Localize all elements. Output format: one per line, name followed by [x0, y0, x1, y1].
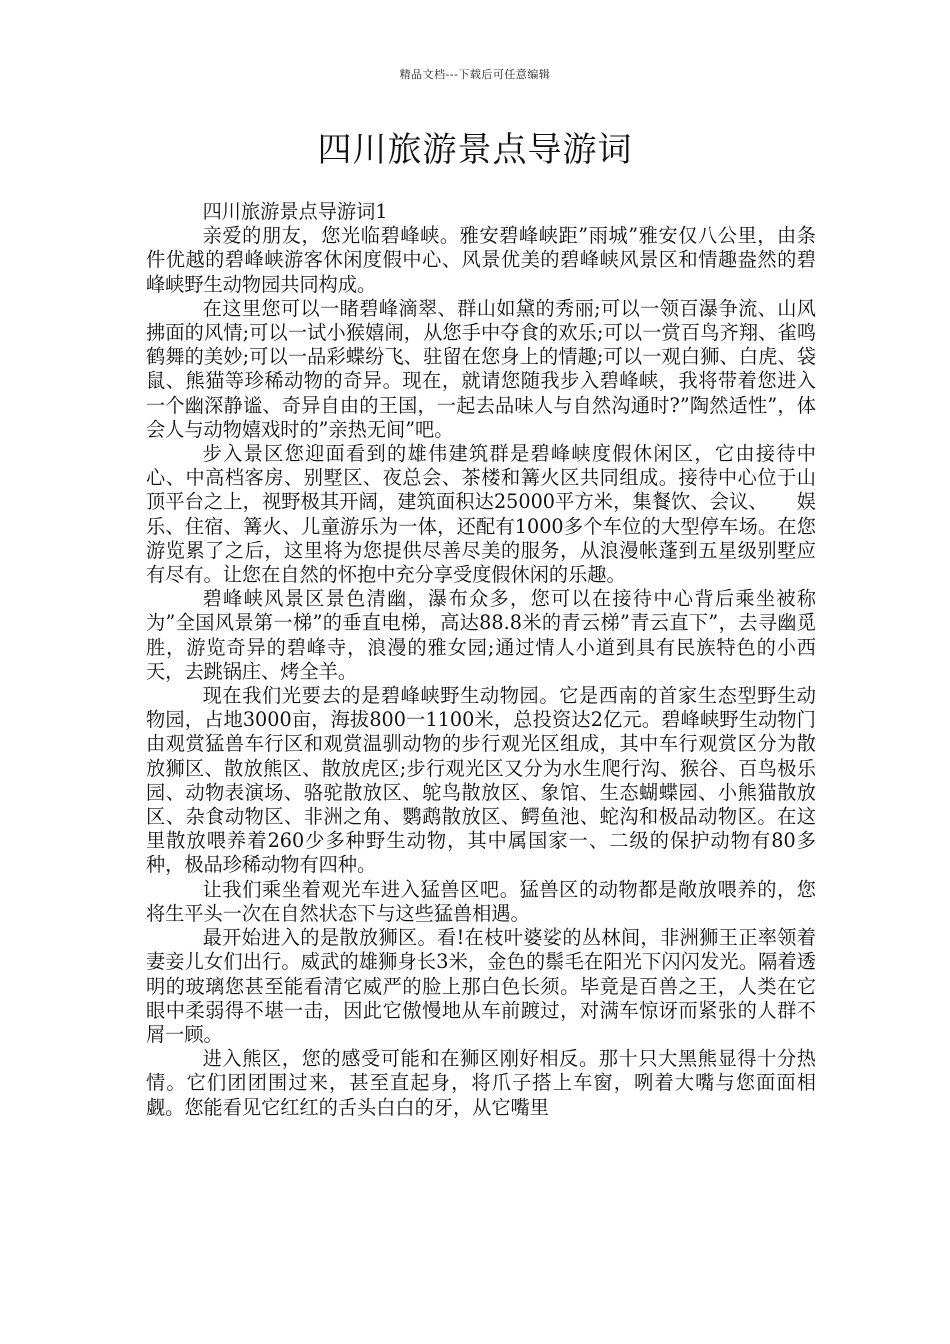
paragraph: 步入景区您迎面看到的雄伟建筑群是碧峰峡度假休闲区，它由接待中心、中高档客房、别墅区、夜总会、茶楼和篝火区共同组成。接待中心位于山顶平台之上，视野极其开阔，建筑面积达25000平方米，集餐饮、会议、 娱乐、住宿、篝火、儿童游乐为一体，还配有1000多个车位的大型停车场。在您游览累了之后，这里将为您提供尽善尽美的服务，从浪漫帐蓬到五星级别墅应有尽有。让您在自然的怀抱中充分享受度假休闲的乐趣。: [146, 442, 816, 587]
header-note: 精品文档---下载后可任意编辑: [399, 68, 551, 81]
paragraph: 进入熊区，您的感受可能和在狮区刚好相反。那十只大黑熊显得十分热情。它们团团围过来，甚至直起身，将爪子搭上车窗，咧着大嘴与您面面相觑。您能看见它红红的舌头白白的牙，从它嘴里: [146, 1047, 816, 1119]
paragraph: 亲爱的朋友，您光临碧峰峡。雅安碧峰峡距”雨城”雅安仅八公里，由条件优越的碧峰峡游客休闲度假中心、风景优美的碧峰峡风景区和情趣盎然的碧峰峡野生动物园共同构成。: [146, 224, 816, 296]
paragraph: 让我们乘坐着观光车进入猛兽区吧。猛兽区的动物都是敞放喂养的，您将生平头一次在自然状态下与这些猛兽相遇。: [146, 877, 816, 925]
document-title: 四川旅游景点导游词: [317, 130, 633, 170]
paragraph: 在这里您可以一睹碧峰滴翠、群山如黛的秀丽;可以一领百瀑争流、山风拂面的风情;可以一试小猴嬉闹，从您手中夺食的欢乐;可以一赏百鸟齐翔、雀鸣鹤舞的美妙;可以一品彩蝶纷飞、驻留在您身上的情趣;可以一观白狮、白虎、袋鼠、熊猫等珍稀动物的奇异。现在，就请您随我步入碧峰峡，我将带着您进入一个幽深静谧、奇异自由的王国，一起去品味人与自然沟通时?”陶然适性”，体会人与动物嬉戏时的”亲热无间”吧。: [146, 296, 816, 441]
paragraph: 最开始进入的是散放狮区。看!在枝叶婆娑的丛林间，非洲狮王正率领着妻妾儿女们出行。威武的雄狮身长3米，金色的鬃毛在阳光下闪闪发光。隔着透明的玻璃您甚至能看清它威严的脸上那白色长须。毕竟是百兽之王，人类在它眼中柔弱得不堪一击，因此它傲慢地从车前踱过，对满车惊讶而紧张的人群不屑一顾。: [146, 926, 816, 1046]
paragraph: 碧峰峡风景区景色清幽，瀑布众多，您可以在接待中心背后乘坐被称为”全国风景第一梯”的垂直电梯，高达88.8米的青云梯”青云直下”，去寻幽觅胜，游览奇异的碧峰寺，浪漫的雅女园;通过情人小道到具有民族特色的小西天，去跳锅庄、烤全羊。: [146, 587, 816, 683]
document-body: [146, 200, 816, 1120]
paragraph: 现在我们光要去的是碧峰峡野生动物园。它是西南的首家生态型野生动物园，占地3000亩，海拔800一1100米，总投资达2亿元。碧峰峡野生动物门由观赏猛兽车行区和观赏温驯动物的步行观光区组成，其中车行观赏区分为散放狮区、散放熊区、散放虎区;步行观光区又分为水生爬行沟、猴谷、百鸟极乐园、动物表演场、骆驼散放区、鸵鸟散放区、象馆、生态蝴蝶园、小熊猫散放区、杂食动物区、非洲之角、鹦鹉散放区、鳄鱼池、蛇沟和极品动物区。在这里散放喂养着260少多种野生动物，其中属国家一、二级的保护动物有80多种，极品珍稀动物有四种。: [146, 684, 816, 877]
section-heading: 四川旅游景点导游词1: [202, 200, 388, 223]
